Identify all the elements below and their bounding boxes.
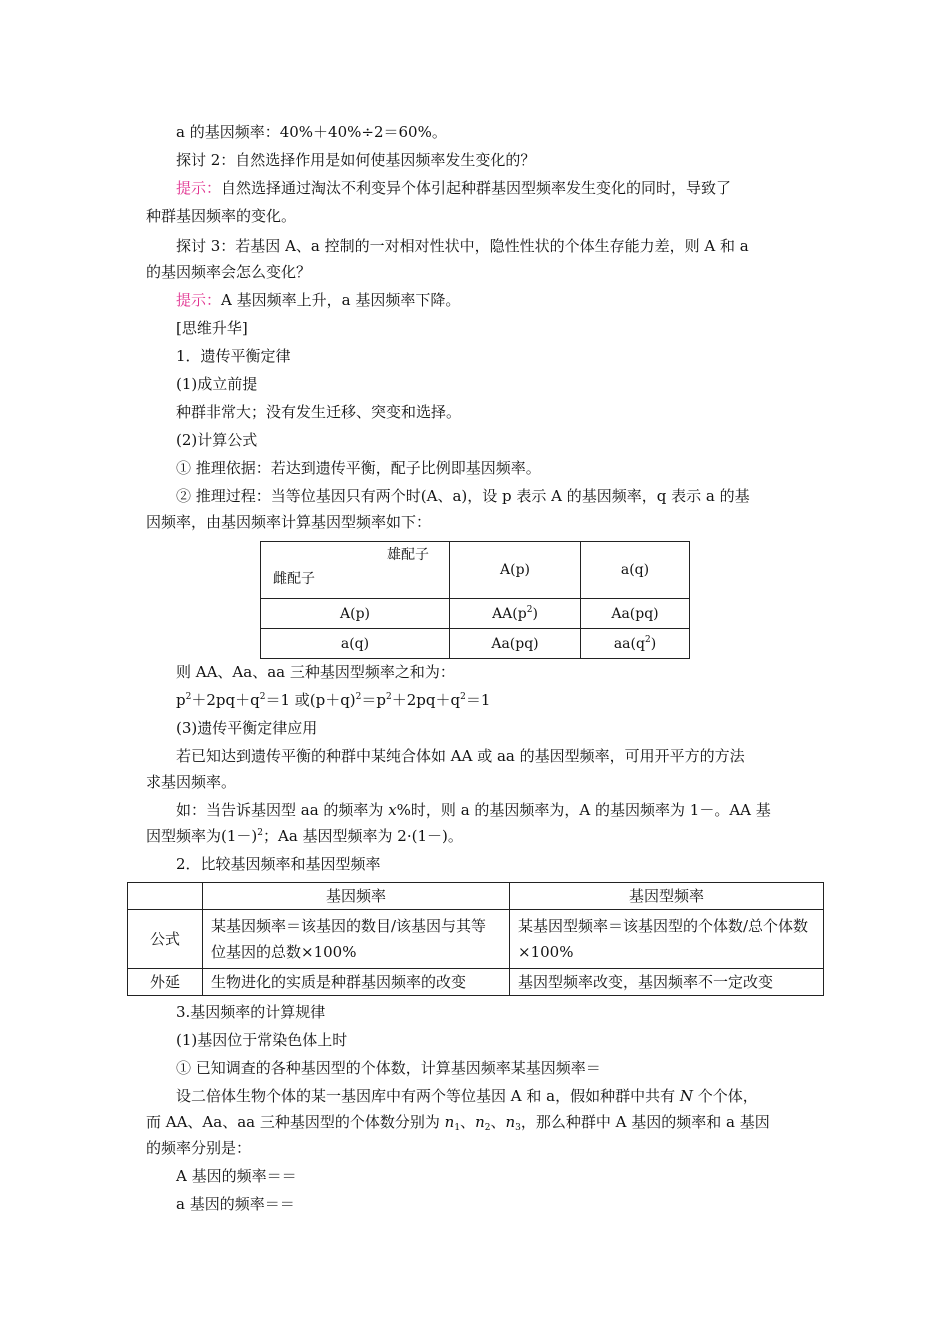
hint-paragraph-2: [176, 290, 460, 310]
text-line: ① 已知调查的各种基因型的个体数，计算基因频率某基因频率＝: [176, 1059, 601, 1077]
subheading: (2)计算公式: [176, 431, 258, 449]
table-cell: 某基因频率＝该基因的数目/该基因与其等位基因的总数×100%: [203, 910, 510, 969]
formula-line: $p^2+2pq+q^2=1$ 或$(p+q)^2=p^2+2pq+q^2=1$: [176, 691, 491, 709]
row-header: 公式: [128, 910, 203, 969]
hint-text: 自然选择通过淘汰不利变异个体引起种群基因型频率发生变化的同时，导致了: [221, 179, 732, 197]
column-header: 基因频率: [203, 883, 510, 910]
subheading: (1)成立前提: [176, 375, 258, 393]
text-line: 而 AA、Aa、aa 三种基因型的个体数分别为 $n_1$、$n_2$、$n_3$，那么种群中 A 基因的频率和 a 基因: [146, 1113, 770, 1133]
table-cell: Aa(pq): [581, 599, 690, 629]
text-line: 设二倍体生物个体的某一基因库中有两个等位基因 A 和 a，假如种群中共有 N 个个体，: [176, 1087, 758, 1105]
table-cell: Aa(pq): [450, 629, 581, 659]
row-header: 外延: [128, 969, 203, 996]
formula-line: a 基因的频率＝＝: [176, 1195, 295, 1213]
row-header: a(q): [261, 629, 450, 659]
table-cell: $aa(q^2)$: [581, 629, 690, 659]
column-header: a(q): [581, 542, 690, 599]
text-line: 种群基因频率的变化。: [146, 207, 297, 225]
corner-top-label: 雄配子: [387, 547, 429, 563]
text-line: ② 推理过程：当等位基因只有两个时(A、a)，设 p 表示 A 的基因频率，q 表示 a 的基: [176, 487, 750, 505]
discussion-question-3: 探讨 3：若基因 A、a 控制的一对相对性状中，隐性性状的个体生存能力差，则 A 和 a: [176, 237, 749, 255]
hint-label: 提示：: [176, 179, 222, 197]
table-cell: 生物进化的实质是种群基因频率的改变: [203, 969, 510, 996]
text-line: 求基因频率。: [146, 773, 237, 791]
subheading: (3)遗传平衡定律应用: [176, 719, 318, 737]
text-line: 的基因频率会怎么变化？: [146, 263, 312, 281]
hint-paragraph-1: [176, 178, 731, 198]
section-heading: [思维升华]: [176, 319, 248, 337]
text-line: 种群非常大；没有发生迁移、突变和选择。: [176, 403, 462, 421]
column-header: A(p): [450, 542, 581, 599]
comparison-table: [127, 882, 824, 996]
table-cell: 基因型频率改变，基因频率不一定改变: [510, 969, 824, 996]
formula-line: A 基因的频率＝＝: [176, 1167, 297, 1185]
text-line: 若已知达到遗传平衡的种群中某纯合体如 AA 或 aa 的基因型频率，可用开平方的方法: [176, 747, 745, 765]
table-cell: 某基因型频率＝该基因型的个体数/总个体数×100%: [510, 910, 824, 969]
text-line: ① 推理依据：若达到遗传平衡，配子比例即基因频率。: [176, 459, 541, 477]
hint-text: A 基因频率上升，a 基因频率下降。: [221, 291, 461, 309]
text-line: 则 AA、Aa、aa 三种基因型频率之和为：: [176, 663, 455, 681]
corner-cell: [128, 883, 203, 910]
hint-label: 提示：: [176, 291, 222, 309]
heading-2: 2．比较基因频率和基因型频率: [176, 855, 381, 873]
discussion-question-2: 探讨 2：自然选择作用是如何使基因频率发生变化的？: [176, 151, 536, 169]
corner-bottom-label: 雌配子: [273, 571, 315, 587]
table-cell: $AA(p^2)$: [450, 599, 581, 629]
gamete-table: [260, 541, 690, 659]
heading-1: 1．遗传平衡定律: [176, 347, 291, 365]
text-line: 的频率分别是：: [146, 1139, 252, 1157]
subheading: (1)基因位于常染色体上时: [176, 1031, 348, 1049]
heading-3: 3.基因频率的计算规律: [176, 1003, 326, 1021]
text-line: 因型频率为$(1-)^2$；Aa 基因型频率为 2·(1－)。: [146, 827, 463, 845]
text-line: a 的基因频率：40%＋40%÷2＝60%。: [176, 123, 447, 141]
text-line: 如：当告诉基因型 aa 的频率为 x%时，则 a 的基因频率为，A 的基因频率为 1－。AA 基: [176, 801, 771, 819]
text-line: 因频率，由基因频率计算基因型频率如下：: [146, 513, 432, 531]
corner-cell: [261, 542, 450, 599]
row-header: A(p): [261, 599, 450, 629]
column-header: 基因型频率: [510, 883, 824, 910]
